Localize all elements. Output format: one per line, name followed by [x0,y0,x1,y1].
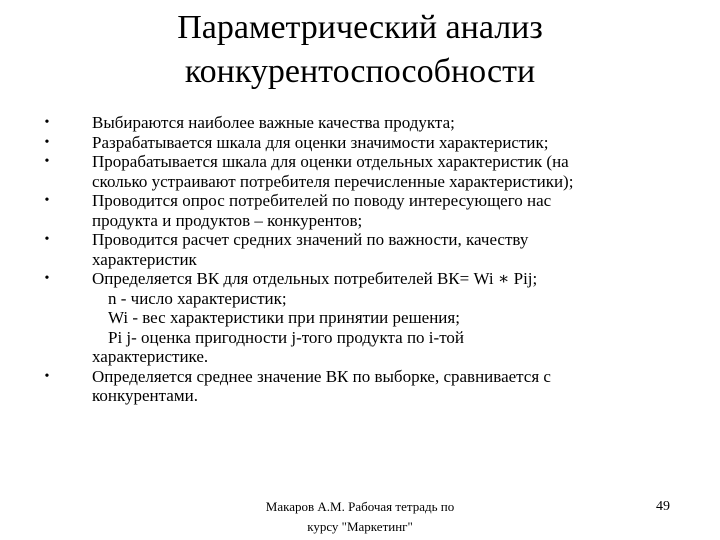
bullet-marker: • [44,271,50,286]
bullet-text: Разрабатывается шкала для оценки значимости характеристик; [92,132,549,152]
bullet-list [40,113,660,406]
title-line-2: конкурентоспособности [184,53,536,90]
slide-footer [240,497,480,537]
bullet-subline: n - число характеристик; [108,288,287,308]
bullet-marker: • [44,154,50,169]
bullet-item [40,152,660,191]
bullet-marker: • [44,134,50,150]
bullet-text: Выбираются наиболее важные качества продукта; [92,113,455,132]
bullet-item [40,269,660,367]
bullet-item [40,133,660,153]
bullet-subline: Pi j- оценка пригодности j-того продукта по i-той [108,327,464,347]
bullet-text: конкурентами. [92,386,198,405]
bullet-text: Определяется среднее значение ВК по выборке, сравнивается с [92,366,551,386]
bullet-item [40,230,660,269]
bullet-marker: • [44,193,50,208]
footer-line-2: курсу "Маркетинг" [307,519,413,534]
bullet-text: Определяется ВК для отдельных потребителей ВК= Wi ∗ Pij; [92,269,538,288]
bullet-item [40,113,660,133]
bullet-text: сколько устраивают потребителя перечисленные характеристики); [92,171,574,191]
page-number: 49 [656,499,670,514]
bullet-text: Прорабатывается шкала для оценки отдельных характеристик (на [92,152,569,171]
bullet-marker: • [44,115,50,130]
footer-line-1: Макаров А.М. Рабочая тетрадь по [265,499,455,514]
bullet-text: характеристик [92,249,197,269]
bullet-text: Проводится расчет средних значений по важности, качеству [92,230,529,249]
bullet-text: продукта и продуктов – конкурентов; [92,210,363,230]
bullet-text: Проводится опрос потребителей по поводу интересующего нас [92,191,552,210]
bullet-marker: • [44,232,50,247]
title-line-1: Параметрический анализ [177,9,543,46]
bullet-text: характеристике. [92,347,209,366]
bullet-subline: Wi - вес характеристики при принятии решения; [108,308,460,327]
bullet-item [40,367,660,406]
bullet-marker: • [44,368,50,384]
bullet-item [40,191,660,230]
slide-title [60,6,660,94]
